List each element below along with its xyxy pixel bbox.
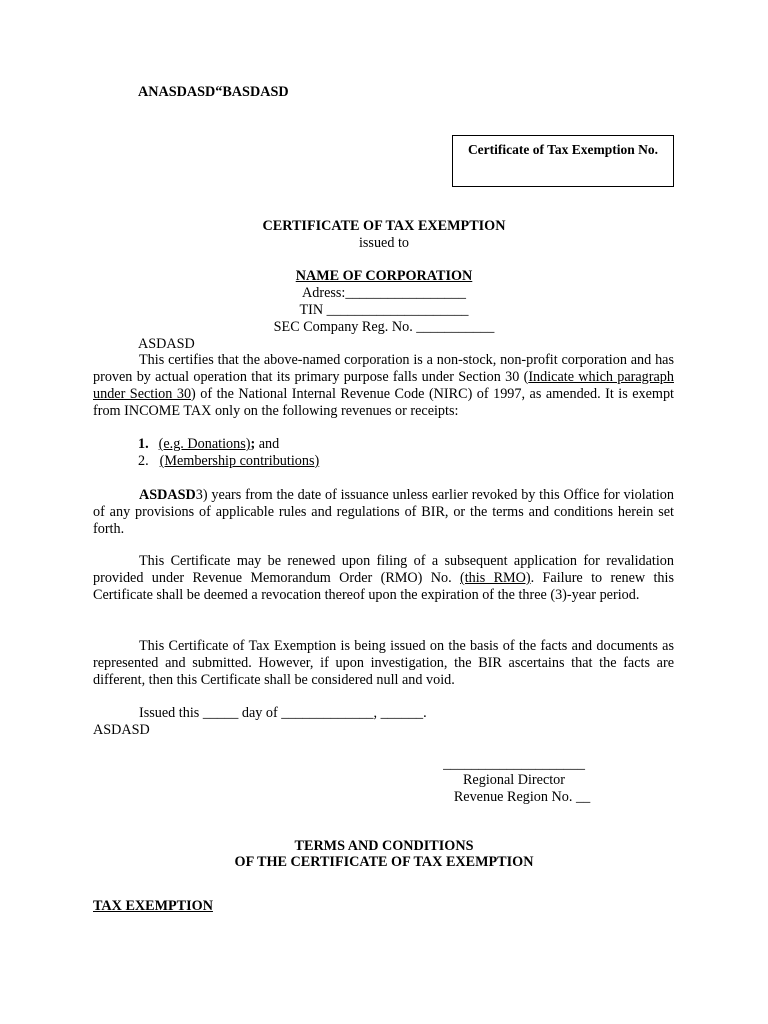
tin-line: TIN ____________________ <box>299 302 469 318</box>
section-heading-tax-exemption: TAX EXEMPTION <box>93 898 213 914</box>
certificate-number-box <box>452 135 674 187</box>
placeholder-text-2: ASDASD <box>93 722 150 738</box>
signature-line: ____________________ <box>443 756 585 772</box>
issued-to-label: issued to <box>358 235 410 251</box>
terms-heading-line1: TERMS AND CONDITIONS <box>294 838 474 854</box>
paragraph-renewal: This Certificate may be renewed upon filing of a subsequent application for revalidation provided under Revenue Memorandum Order (RMO) No. (this RMO). Failure to renew this Certificate shall be deemed a revocation thereof upon the expiration of the three (3)-year period. <box>93 553 674 603</box>
sec-reg-line: SEC Company Reg. No. ___________ <box>273 319 495 335</box>
issued-date-line: Issued this _____ day of _____________, ______. <box>139 705 427 721</box>
list-item: 1. (e.g. Donations); and <box>138 436 280 452</box>
terms-heading-line2: OF THE CERTIFICATE OF TAX EXEMPTION <box>234 854 534 870</box>
address-line: Adress:_________________ <box>302 285 466 301</box>
paragraph-basis: This Certificate of Tax Exemption is being issued on the basis of the facts and documents as represented and submitted. However, if upon investigation, the BIR ascertains that the facts are different, then this Certificate shall be considered null and void. <box>93 638 674 688</box>
document-header-code: ANASDASD“BASDASD <box>138 84 289 100</box>
corporation-name: NAME OF CORPORATION <box>295 268 473 284</box>
placeholder-text-1: ASDASD <box>138 336 195 352</box>
certificate-number-label: Certificate of Tax Exemption No. <box>467 142 659 157</box>
paragraph-validity: ASDASD3) years from the date of issuance unless earlier revoked by this Office for violation of any provisions of applicable rules and regulations of BIR, or the terms and conditions herein set forth. <box>93 487 674 537</box>
revenue-region: Revenue Region No. __ <box>453 789 591 805</box>
document-title: CERTIFICATE OF TAX EXEMPTION <box>262 218 506 234</box>
paragraph-certification: This certifies that the above-named corporation is a non-stock, non-profit corporation and has proven by actual operation that its primary purpose falls under Section 30 (Indicate which paragraph under Section 30) of the National Internal Revenue Code (NIRC) of 1997, as amended. It is exempt from INCOME TAX only on the following revenues or receipts: <box>93 352 674 419</box>
list-item: 2. (Membership contributions) <box>138 453 320 469</box>
signatory-title: Regional Director <box>462 772 566 788</box>
